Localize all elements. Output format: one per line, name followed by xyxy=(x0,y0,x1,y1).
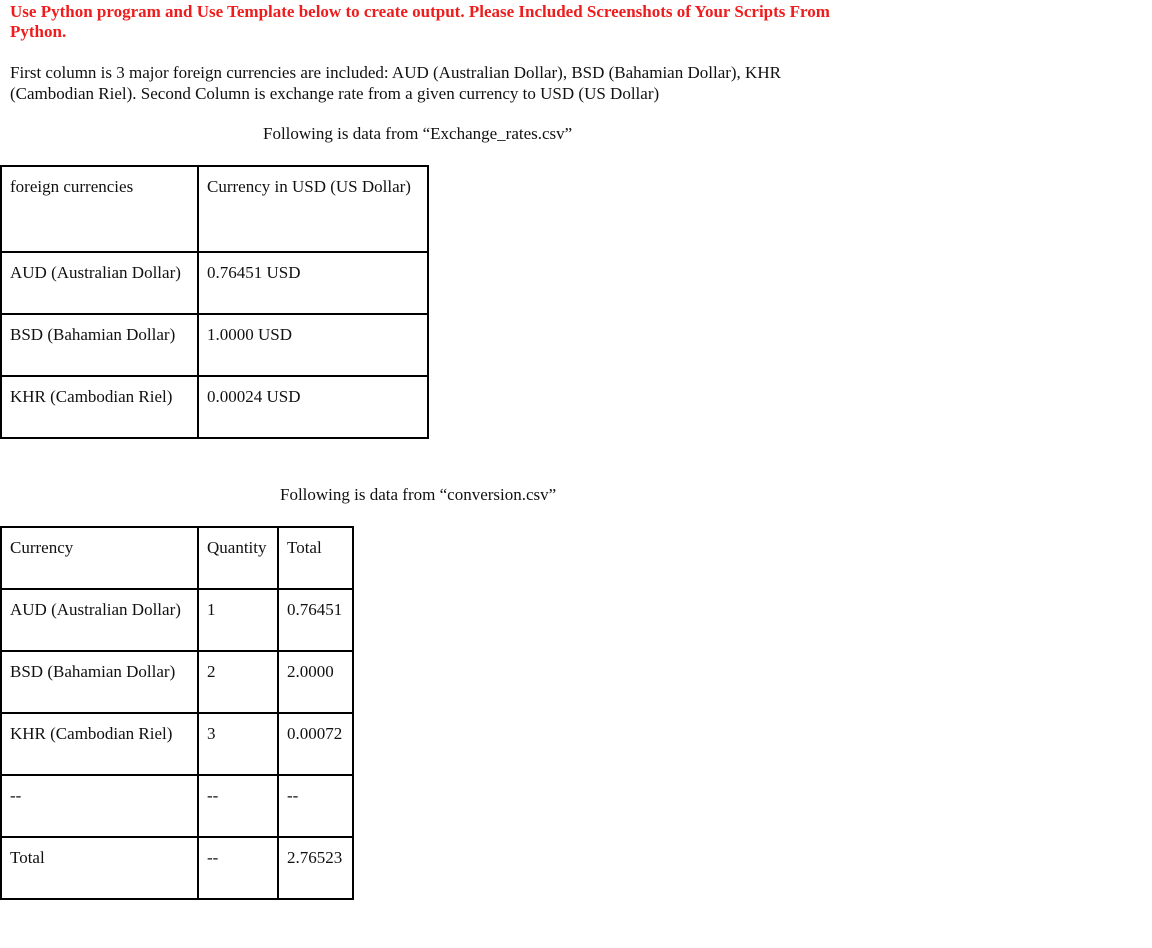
table-row xyxy=(1,376,428,438)
table-row xyxy=(1,252,428,314)
header-cell-currency: Currency xyxy=(1,527,198,589)
quantity-cell: -- xyxy=(198,775,278,837)
total-cell: 2.0000 xyxy=(278,651,353,713)
currency-cell: AUD (Australian Dollar) xyxy=(1,252,198,314)
currency-cell: BSD (Bahamian Dollar) xyxy=(1,651,198,713)
quantity-cell: -- xyxy=(198,837,278,899)
conversion-caption: Following is data from “conversion.csv” xyxy=(280,485,557,504)
rate-cell: 0.00024 USD xyxy=(198,376,428,438)
currency-cell: AUD (Australian Dollar) xyxy=(1,589,198,651)
grand-total-cell: 2.76523 xyxy=(278,837,353,899)
rate-cell: 0.76451 USD xyxy=(198,252,428,314)
table-header-row xyxy=(1,527,353,589)
total-cell: 0.00072 xyxy=(278,713,353,775)
quantity-cell: 3 xyxy=(198,713,278,775)
total-cell: -- xyxy=(278,775,353,837)
table-total-row xyxy=(1,837,353,899)
total-label-cell: Total xyxy=(1,837,198,899)
exchange-rates-caption: Following is data from “Exchange_rates.csv” xyxy=(263,124,573,143)
quantity-cell: 1 xyxy=(198,589,278,651)
table-row xyxy=(1,775,353,837)
header-cell-foreign-currencies: foreign currencies xyxy=(1,166,198,252)
header-cell-total: Total xyxy=(278,527,353,589)
total-cell: 0.76451 xyxy=(278,589,353,651)
intro-paragraph: First column is 3 major foreign currencies are included: AUD (Australian Dollar), BSD (Bahamian Dollar), KHR (Cambodian Riel). Second Column is exchange rate from a given currency to USD (US Dollar) xyxy=(10,63,781,103)
instruction-heading: Use Python program and Use Template below to create output. Please Included Screenshots of Your Scripts From Python. xyxy=(10,2,830,41)
quantity-cell: 2 xyxy=(198,651,278,713)
exchange-rates-table xyxy=(0,165,429,439)
table-row xyxy=(1,314,428,376)
currency-cell: KHR (Cambodian Riel) xyxy=(1,376,198,438)
rate-cell: 1.0000 USD xyxy=(198,314,428,376)
table-row xyxy=(1,651,353,713)
header-cell-quantity: Quantity xyxy=(198,527,278,589)
conversion-table xyxy=(0,526,354,900)
header-cell-currency-in-usd: Currency in USD (US Dollar) xyxy=(198,166,428,252)
table-header-row xyxy=(1,166,428,252)
table-row xyxy=(1,589,353,651)
currency-cell: -- xyxy=(1,775,198,837)
table-row xyxy=(1,713,353,775)
currency-cell: BSD (Bahamian Dollar) xyxy=(1,314,198,376)
currency-cell: KHR (Cambodian Riel) xyxy=(1,713,198,775)
